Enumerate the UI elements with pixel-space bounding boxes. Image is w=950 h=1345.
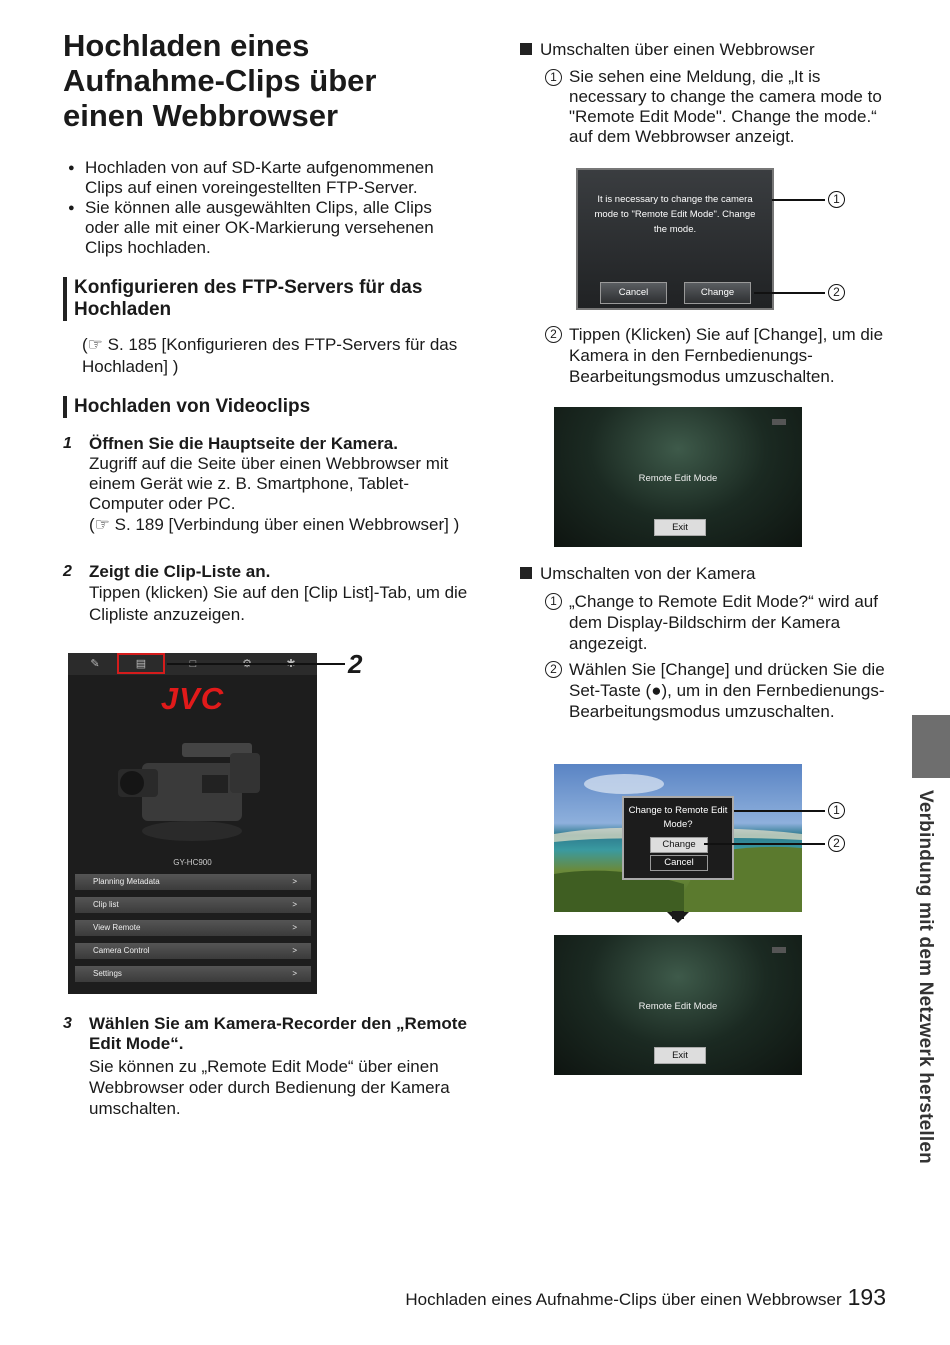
callout-number-2: 2: [348, 649, 363, 679]
step-number: 1: [63, 435, 72, 452]
subheading-label: Umschalten von der Kamera: [540, 564, 756, 583]
callout-line: [704, 843, 825, 845]
edit-icon[interactable]: ✎: [90, 658, 100, 670]
down-arrow-icon: [667, 912, 689, 923]
intro-bullets: [66, 158, 466, 258]
chevron-right-icon: >: [292, 946, 297, 955]
step-reference-link[interactable]: (☞ S. 189 [Verbindung über einen Webbrowser] ): [89, 515, 460, 534]
section-heading-ftp: Konfigurieren des FTP-Servers für das Hochladen: [63, 277, 464, 321]
menu-item-label: Camera Control: [93, 946, 150, 955]
web-item-2: [545, 324, 890, 387]
step-3: [63, 1014, 473, 1119]
callout-number-2: 2: [828, 284, 845, 301]
item-text: Wählen Sie [Change] und drücken Sie die Set-Taste (●), um in den Fernbedienungs-Bearbeitungsmodus umzuschalten.: [569, 660, 885, 721]
clip-list-tab-highlight: [117, 653, 165, 674]
camera-image: [112, 735, 272, 853]
remote-edit-screenshot-2: [554, 935, 802, 1075]
chapter-side-label: Verbindung mit dem Netzwerk herstellen: [915, 790, 936, 1164]
browser-dialog-screenshot: [576, 168, 774, 310]
camera-item-1: [545, 591, 890, 654]
change-button[interactable]: Change: [684, 282, 751, 304]
circled-number-icon: 1: [545, 69, 562, 86]
menu-item-label: Clip list: [93, 900, 119, 909]
chapter-tab-marker: [912, 715, 950, 778]
page-footer: [405, 1284, 886, 1311]
step-body: Zugriff auf die Seite über einen Webbrowser mit einem Gerät wie z. B. Smartphone, Tablet-Computer oder PC.: [89, 454, 449, 513]
step-heading: Wählen Sie am Kamera-Recorder den „Remote Edit Mode“.: [89, 1014, 467, 1053]
section-heading-upload: Hochladen von Videoclips: [63, 396, 310, 418]
page-title: Hochladen eines Aufnahme-Clips über einen Webbrowser: [63, 28, 377, 133]
step-number: 3: [63, 1015, 72, 1032]
circled-number-icon: 2: [545, 661, 562, 678]
menu-item-label: Settings: [93, 969, 122, 978]
item-text: Sie sehen eine Meldung, die „It is necessary to change the camera mode to "Remote Edit Mode". Change the mode.“ auf dem Webbrowser anzeigt.: [569, 67, 882, 146]
footer-title: Hochladen eines Aufnahme-Clips über einen Webbrowser: [405, 1290, 842, 1309]
camera-change-button[interactable]: Change: [650, 837, 708, 853]
menu-item-settings[interactable]: [75, 966, 311, 982]
step-body: Tippen (klicken) Sie auf den [Clip List]-Tab, um die Clipliste anzuzeigen.: [89, 583, 468, 624]
callout-line: [734, 810, 825, 812]
step-1: [63, 434, 473, 536]
jvc-logo: JVC: [160, 681, 225, 716]
callout-number-2: 2: [828, 835, 845, 852]
step-number: 2: [63, 563, 72, 580]
subheading-label: Umschalten über einen Webbrowser: [540, 40, 815, 59]
chapter-side-title: [906, 790, 936, 1190]
square-bullet-icon: [520, 43, 532, 55]
clip-list-tab-icon[interactable]: ▤: [135, 658, 147, 670]
page-number: 193: [847, 1284, 886, 1310]
camera-main-page-screenshot: [68, 653, 317, 994]
dialog-message: It is necessary to change the camera mode to "Remote Edit Mode". Change the mode.: [594, 194, 756, 235]
remote-edit-screenshot: [554, 407, 802, 547]
subheading-web: [520, 40, 815, 60]
exit-button[interactable]: Exit: [654, 1047, 706, 1064]
callout-line: [754, 292, 825, 294]
circled-number-icon: 1: [545, 593, 562, 610]
item-text: „Change to Remote Edit Mode?“ wird auf dem Display-Bildschirm der Kamera angezeigt.: [569, 592, 878, 653]
chevron-right-icon: >: [292, 969, 297, 978]
callout-line: [772, 199, 825, 201]
camera-model-label: GY-HC900: [173, 858, 212, 867]
ftp-reference-link[interactable]: (☞ S. 185 [Konfigurieren des FTP-Servers für das Hochladen] ): [82, 335, 458, 376]
menu-item-camera-control[interactable]: [75, 943, 311, 959]
battery-icon: [772, 419, 786, 425]
chevron-right-icon: >: [292, 923, 297, 932]
item-text: Tippen (Klicken) Sie auf [Change], um die Kamera in den Fernbedienungs-Bearbeitungsmodus umzuschalten.: [569, 325, 884, 386]
camera-item-2: [545, 659, 890, 722]
callout-number-1: 1: [828, 802, 845, 819]
exit-button[interactable]: Exit: [654, 519, 706, 536]
square-bullet-icon: [520, 567, 532, 579]
menu-item-view-remote[interactable]: [75, 920, 311, 936]
step-heading: Zeigt die Clip-Liste an.: [89, 562, 271, 581]
camera-dialog-title: Change to Remote Edit Mode?: [628, 805, 728, 830]
bullet-item: ● Sie können alle ausgewählten Clips, alle Clips oder alle mit einer OK-Markierung versehenen Clips hochladen.: [66, 198, 466, 258]
callout-number-1: 1: [828, 191, 845, 208]
menu-item-label: Planning Metadata: [93, 877, 160, 886]
menu-item-clip-list[interactable]: [75, 897, 311, 913]
web-item-1: [545, 67, 890, 147]
subheading-camera: [520, 564, 755, 584]
menu-item-label: View Remote: [93, 923, 141, 932]
bullet-item: ● Hochladen von auf SD-Karte aufgenommenen Clips auf einen voreingestellten FTP-Server.: [66, 158, 466, 198]
step-heading: Öffnen Sie die Hauptseite der Kamera.: [89, 434, 398, 453]
circled-number-icon: 2: [545, 326, 562, 343]
remote-edit-label: Remote Edit Mode: [638, 1001, 718, 1012]
callout-line: [167, 663, 345, 665]
chevron-right-icon: >: [292, 877, 297, 886]
cancel-button[interactable]: Cancel: [600, 282, 667, 304]
step-2: [63, 562, 473, 626]
remote-edit-label: Remote Edit Mode: [638, 473, 718, 484]
camera-cancel-button[interactable]: Cancel: [650, 855, 708, 871]
step-body: Sie können zu „Remote Edit Mode“ über einen Webbrowser oder durch Bedienung der Kamera umschalten.: [89, 1057, 450, 1118]
camera-dialog: [622, 796, 734, 880]
chevron-right-icon: >: [292, 900, 297, 909]
battery-icon: [772, 947, 786, 953]
menu-item-planning-metadata[interactable]: [75, 874, 311, 890]
